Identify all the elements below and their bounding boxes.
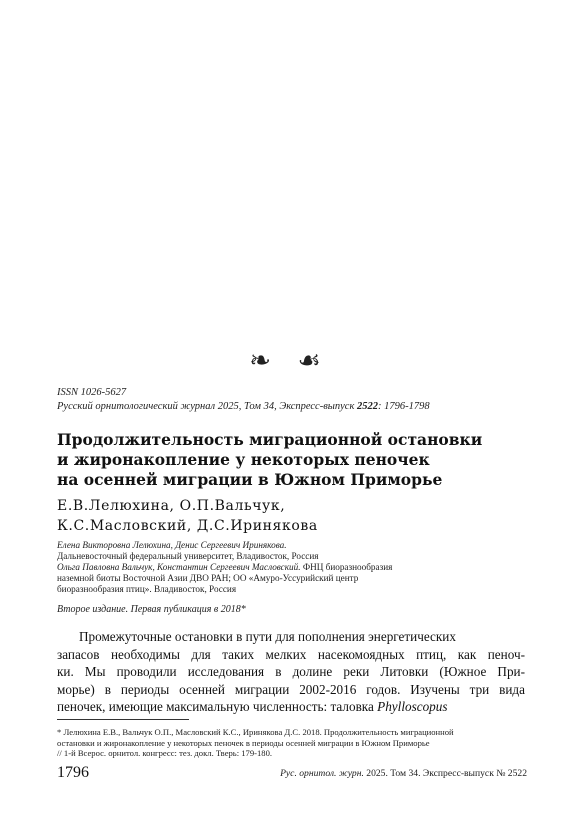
title-line: Продолжительность миграционной остановки bbox=[57, 430, 483, 449]
footnote-line: // 1-й Всерос. орнитол. конгресс: тез. докл. Тверь: 179-180. bbox=[57, 748, 273, 759]
title-line: на осенней миграции в Южном Приморье bbox=[57, 470, 443, 489]
affiliation-institution: Дальневосточный федеральный университет, Владивосток, Россия bbox=[57, 551, 319, 561]
footnote-line: остановки и жиронакопление у некоторых пеночек в периоды осенней миграции в Южном Приморье bbox=[57, 737, 430, 748]
body-line: морье) в периоды осенней миграции 2002-2016 годов. Изучены три вида bbox=[57, 681, 525, 697]
page-range: : 1796-1798 bbox=[378, 401, 430, 412]
body-line-text: пеночек, имеющие максимальную численность: таловка bbox=[57, 699, 378, 714]
journal-citation-text: Русский орнитологический журнал 2025, Том 34, Экспресс-выпуск bbox=[57, 401, 357, 412]
article-title bbox=[57, 430, 537, 490]
footnote bbox=[57, 727, 527, 759]
body-line: запасов необходимы для таких мелких насекомоядных птиц, как пеноч- bbox=[57, 646, 525, 662]
species-name: Phylloscopus bbox=[377, 699, 448, 714]
issue-number: 2522 bbox=[357, 401, 378, 412]
issn-line: ISSN 1026-5627 bbox=[57, 387, 127, 398]
affiliation-names: Ольга Павловна Вальчук, Константин Сергеевич Масловский. bbox=[57, 562, 301, 572]
affiliations bbox=[57, 540, 527, 595]
ornament-divider: ❧ ☙ bbox=[249, 346, 331, 375]
journal-citation-line bbox=[57, 400, 527, 413]
body-line: ки. Мы проводили исследования в долине реки Литовки (Южное При- bbox=[57, 664, 525, 679]
second-edition-note: Второе издание. Первая публикация в 2018* bbox=[57, 604, 246, 615]
affiliation-institution: биоразнообразия птиц». Владивосток, Россия bbox=[57, 584, 237, 594]
affiliation-institution: наземной биоты Восточной Азии ДВО РАН; ОО «Амуро-Уссурийский центр bbox=[57, 573, 359, 583]
footnote-line: * Лелюхина Е.В., Вальчук О.П., Масловский К.С., Иринякова Д.С. 2018. Продолжительность миграционной bbox=[57, 727, 454, 737]
author-line: Е.В.Лелюхина, О.П.Вальчук, bbox=[57, 498, 286, 514]
affiliation-names: Елена Викторовна Лелюхина, Денис Сергеевич Иринякова. bbox=[57, 540, 287, 550]
body-line bbox=[57, 698, 525, 716]
affiliation-line bbox=[57, 562, 527, 573]
journal-abbrev: Рус. орнитол. журн. bbox=[280, 768, 364, 779]
footnote-rule bbox=[57, 719, 189, 720]
running-footer bbox=[280, 768, 527, 779]
author-list bbox=[57, 496, 527, 536]
title-line: и жиронакопление у некоторых пеночек bbox=[57, 450, 430, 469]
affiliation-institution: ФНЦ биоразнообразия bbox=[300, 562, 393, 572]
running-footer-text: 2025. Том 34. Экспресс-выпуск № 2522 bbox=[363, 768, 527, 779]
body-paragraph bbox=[57, 628, 525, 716]
body-line: Промежуточные остановки в пути для пополнения энергетических bbox=[79, 629, 456, 644]
page-number: 1796 bbox=[57, 764, 89, 781]
author-line: К.С.Масловский, Д.С.Иринякова bbox=[57, 518, 318, 534]
